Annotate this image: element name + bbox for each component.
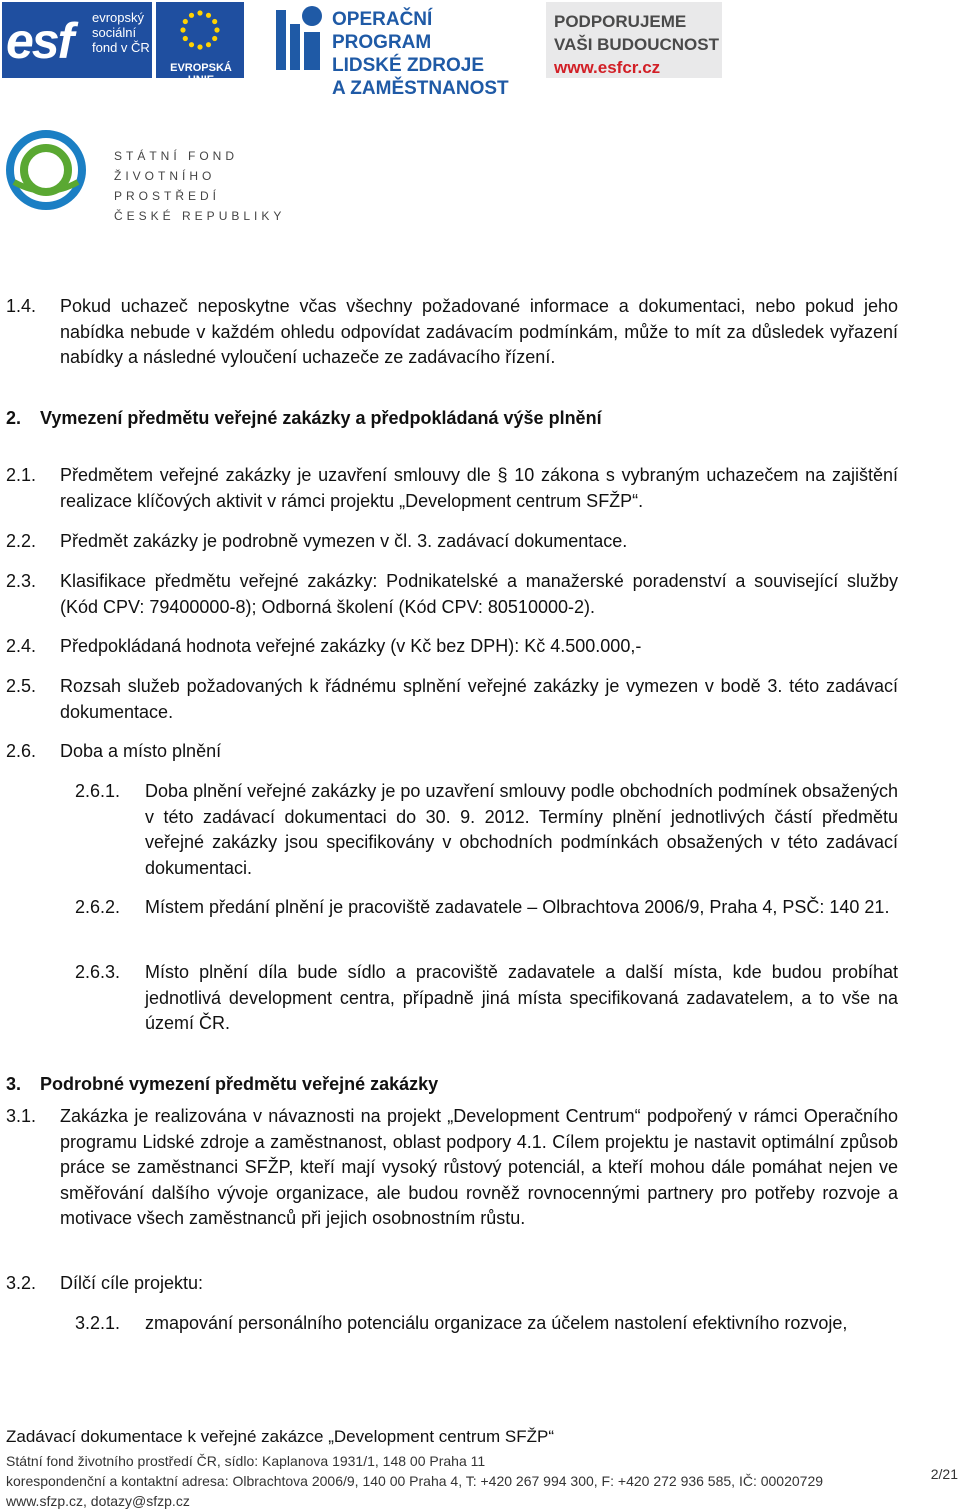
footer-address: Státní fond životního prostředí ČR, sídlo: Kaplanova 1931/1, 148 00 Praha 11: [6, 1453, 486, 1469]
op-line-1: OPERAČNÍ PROGRAM: [332, 9, 433, 53]
page-number: 2/21: [930, 1466, 958, 1482]
footer-contact: korespondenční a kontaktní adresa: Olbrachtova 2006/9, 140 00 Praha 4, T: +420 267 994 300, F: +420 272 936 585, IČ: 00020729: [6, 1473, 824, 1489]
section-number-1-4: 1.4.: [6, 296, 37, 316]
support-text: [554, 10, 719, 79]
heading-2-number: 2.: [6, 408, 22, 428]
sfzp-logo: [6, 130, 306, 223]
sfzp-line-3: ČESKÉ REPUBLIKY: [114, 209, 286, 223]
sfzp-line-1: STÁTNÍ FOND: [114, 149, 238, 163]
support-line-2: VAŠI BUDOUCNOST: [554, 35, 719, 54]
op-line-2: LIDSKÉ ZDROJE: [332, 55, 485, 76]
esf-logo-mark: esf: [6, 13, 73, 69]
section-number-2-6: 2.6.: [6, 741, 37, 761]
paragraph-1-4: Pokud uchazeč neposkytne včas všechny požadované informace a dokumentaci, nebo pokud jeho nabídka nebude v každém ohledu odpovídat zadávacím podmínkám, může to mít za důsledek vyřazení nabídky a následné vyloučení uchazeče ze zadávacího řízení.: [60, 296, 898, 367]
eu-label: EVROPSKÁ UNIE: [170, 62, 232, 86]
eu-stars-icon: [170, 8, 230, 52]
heading-3: Podrobné vymezení předmětu veřejné zakázky: [40, 1074, 439, 1094]
op-person-icon: [270, 2, 328, 78]
support-logo: [546, 2, 722, 78]
paragraph-2-3: Klasifikace předmětu veřejné zakázky: Podnikatelské a manažerské poradenství a související služby (Kód CPV: 79400000-8); Odborná školení (Kód CPV: 80510000-2).: [60, 571, 898, 617]
paragraph-2-5: Rozsah služeb požadovaných k řádnému splnění veřejné zakázky je vymezen v bodě 3. této zadávací dokumentace.: [60, 676, 898, 722]
esf-logo: [2, 2, 242, 86]
paragraph-2-1: Předmětem veřejné zakázky je uzavření smlouvy dle § 10 zákona s vybraným uchazečem na zajištění realizace klíčových aktivit v rámci projektu „Development centrum SFŽP“.: [60, 465, 898, 511]
op-line-3: A ZAMĚSTNANOST: [332, 78, 509, 99]
sfzp-line-2: ŽIVOTNÍHO PROSTŘEDÍ: [114, 169, 221, 203]
section-number-2-2: 2.2.: [6, 531, 37, 551]
paragraph-2-2: Předmět zakázky je podrobně vymezen v čl. 3. zadávací dokumentace.: [60, 531, 628, 551]
support-line-1: PODPORUJEME: [554, 12, 687, 31]
paragraph-3-2-1: zmapování personálního potenciálu organizace za účelem nastolení efektivního rozvoje,: [145, 1313, 848, 1333]
section-number-2-6-2: 2.6.2.: [75, 897, 121, 917]
support-url: www.esfcr.cz: [554, 58, 661, 77]
sfzp-text: [114, 146, 306, 226]
section-number-2-1: 2.1.: [6, 465, 37, 485]
heading-2: Vymezení předmětu veřejné zakázky a předpokládaná výše plnění: [40, 408, 602, 428]
section-number-2-3: 2.3.: [6, 571, 37, 591]
section-number-2-6-3: 2.6.3.: [75, 962, 121, 982]
heading-3-number: 3.: [6, 1074, 22, 1094]
paragraph-3-1: Zakázka je realizována v návaznosti na projekt „Development Centrum“ podpořený v rámci Operačního programu Lidské zdroje a zaměstnanost, oblast podpory 4.1. Cílem projektu je nastavit optimální způsob práce se zaměstnanci SFŽP, kteří mají vysoký růstový potenciál, a kteří mohou dále pomáhat nejen ve směřování dalšího vývoje organizace, ale budou rovněž rovnocennými partnery pro potřeby rozvoje a motivace všech zaměstnanců při jejich osobnostním růstu.: [60, 1106, 898, 1228]
paragraph-2-6-3: Místo plnění díla bude sídlo a pracoviště zadavatele a další místa, kde budou probíhat jednotlivá development centra, případně jiná místa specifikovaná zadavatelem, a to vše na území ČR.: [145, 962, 898, 1033]
esf-line-2: sociální: [92, 25, 137, 40]
op-lzz-text: [332, 8, 530, 100]
section-number-3-2: 3.2.: [6, 1273, 37, 1293]
paragraph-2-6: Doba a místo plnění: [60, 741, 222, 761]
sfzp-circle-icon: [6, 130, 86, 210]
section-number-2-4: 2.4.: [6, 636, 37, 656]
esf-logo-text: [92, 10, 150, 55]
section-number-3-1: 3.1.: [6, 1106, 37, 1126]
paragraph-3-2: Dílčí cíle projektu:: [60, 1273, 204, 1293]
paragraph-2-4: Předpokládaná hodnota veřejné zakázky (v Kč bez DPH): Kč 4.500.000,-: [60, 636, 642, 656]
footer-title: Zadávací dokumentace k veřejné zakázce „Development centrum SFŽP“: [6, 1427, 555, 1446]
section-number-2-6-1: 2.6.1.: [75, 781, 121, 801]
esf-line-1: evropský: [92, 10, 145, 25]
paragraph-2-6-2: Místem předání plnění je pracoviště zadavatele – Olbrachtova 2006/9, Praha 4, PSČ: 140 21.: [145, 897, 890, 917]
paragraph-2-6-1: Doba plnění veřejné zakázky je po uzavření smlouvy podle obchodních podmínek obsažených v této zadávací dokumentaci do 30. 9. 2012. Termíny plnění jednotlivých částí předmětu veřejné zakázky jsou specifikovány v obchodních podmínkách obsažených v této zadávací dokumentaci.: [145, 781, 898, 878]
section-number-3-2-1: 3.2.1.: [75, 1313, 121, 1333]
eu-logo: [156, 2, 244, 86]
esf-line-3: fond v ČR: [92, 40, 150, 55]
footer-web: www.sfzp.cz, dotazy@sfzp.cz: [6, 1493, 190, 1509]
op-lzz-logo: [270, 2, 530, 99]
section-number-2-5: 2.5.: [6, 676, 37, 696]
esf-logo-panel: [2, 2, 152, 78]
